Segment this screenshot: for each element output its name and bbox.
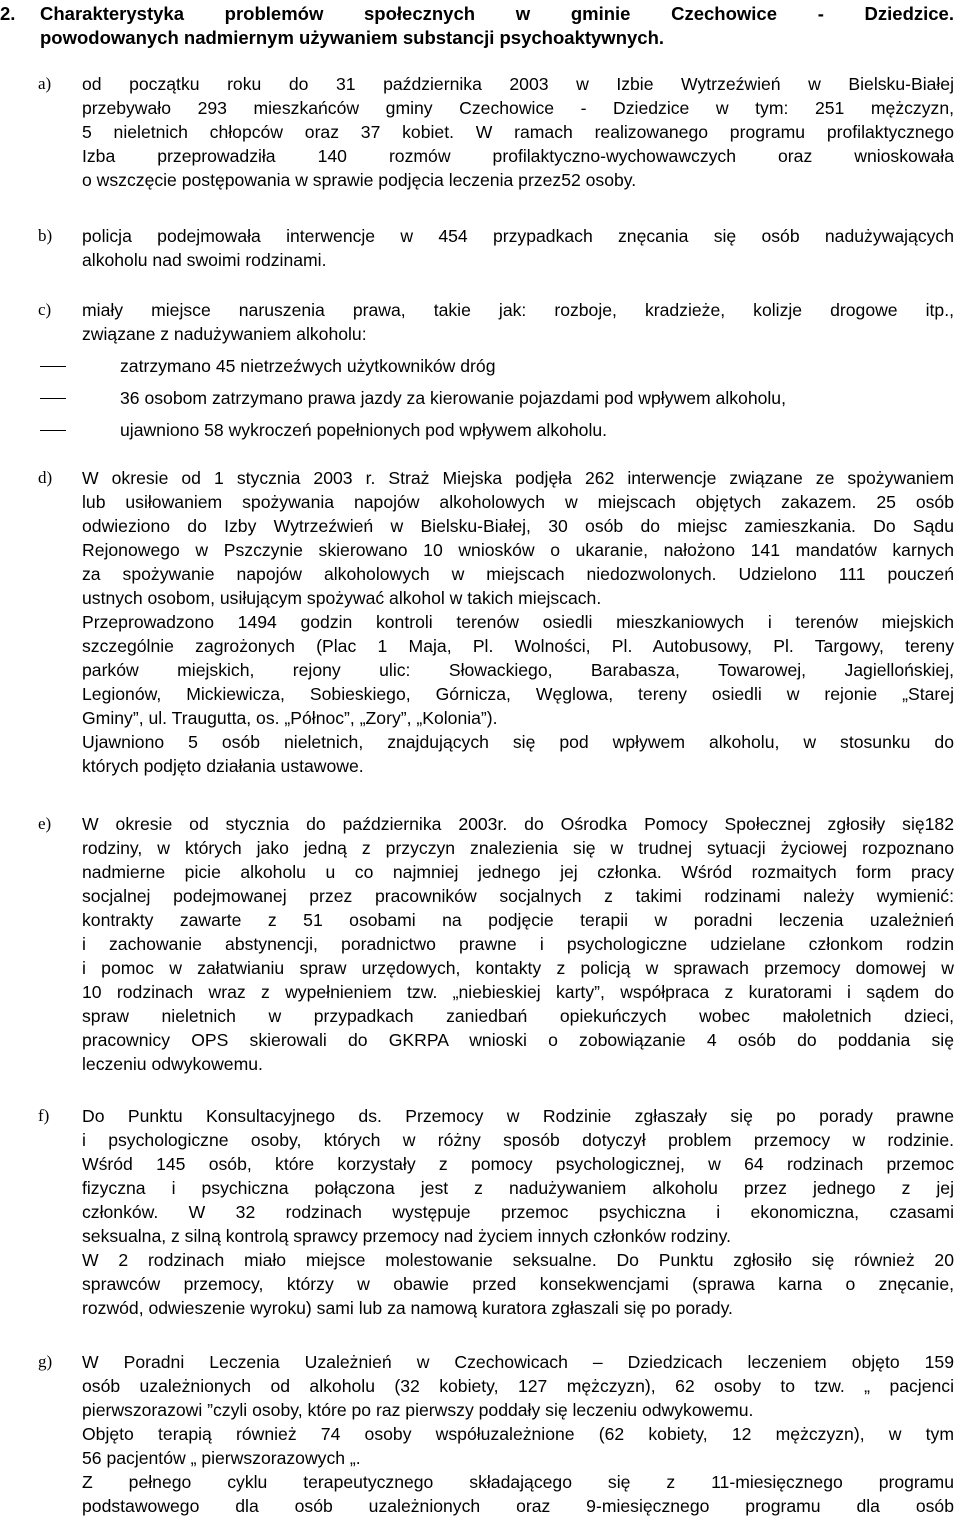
text-line: lub usiłowaniem spożywania napojów alkoholowych w miejscach objętych zakazem. 25 osób bbox=[82, 492, 954, 512]
text-line: Objęto terapią również 74 osoby współuzależnione (62 kobiety, 12 mężczyzn), w tym bbox=[82, 1424, 954, 1444]
section-number: 2. bbox=[0, 3, 16, 24]
section-title-line-1: Charakterystyka problemów społecznych w gminie Czechowice - Dziedzice. bbox=[40, 3, 954, 24]
text-line: członków. W 32 rodzinach występuje przemoc psychiczna i ekonomiczna, czasami bbox=[82, 1202, 954, 1222]
item-body bbox=[82, 1104, 954, 1320]
text-line: i pomoc w załatwianiu spraw urzędowych, kontakty z policją w sprawach przemocy domowej w bbox=[82, 958, 954, 978]
text-line: Izba przeprowadziła 140 rozmów profilaktyczno-wychowawczych oraz wnioskowała bbox=[82, 146, 954, 166]
text-line: związane z nadużywaniem alkoholu: bbox=[82, 324, 367, 344]
text-line: policja podejmowała interwencje w 454 przypadkach znęcania się osób nadużywających bbox=[82, 226, 954, 246]
item-body bbox=[82, 1350, 954, 1518]
text-line: od początku roku do 31 października 2003 w Izbie Wytrzeźwień w Bielsku-Białej bbox=[82, 74, 954, 94]
text-line: 5 nieletnich chłopców oraz 37 kobiet. W ramach realizowanego programu profilaktycznego bbox=[82, 122, 954, 142]
text-line: szczególnie zagrożonych (Plac 1 Maja, Pl. Wolności, Pl. Autobusowy, Pl. Targowy, tereny bbox=[82, 636, 954, 656]
item-letter: a) bbox=[38, 74, 52, 93]
dash-bullet bbox=[40, 430, 66, 431]
text-line: 56 pacjentów „ pierwszorazowych „. bbox=[82, 1448, 361, 1468]
text-line: pierwszorazowi ”czyli osoby, które po raz pierwszy poddały się leczeniu odwykowemu. bbox=[82, 1400, 754, 1420]
bullet-list bbox=[40, 354, 954, 450]
text-line: alkoholu nad swoimi rodzinami. bbox=[82, 250, 327, 270]
item-letter: b) bbox=[38, 226, 53, 245]
item-body bbox=[82, 812, 954, 1076]
text-line: przebywało 293 mieszkańców gminy Czechowice - Dziedzice w tym: 251 mężczyzn, bbox=[82, 98, 954, 118]
text-line: fizyczna i psychiczna połączona jest z nadużywaniem alkoholu przez jednego z jej bbox=[82, 1178, 954, 1198]
text-line: podstawowego dla osób uzależnionych oraz 9-miesięcznego programu dla osób bbox=[82, 1496, 954, 1516]
item-letter: c) bbox=[38, 300, 52, 319]
item-letter: f) bbox=[38, 1106, 50, 1125]
text-line: W 2 rodzinach miało miejsce molestowanie seksualne. Do Punktu zgłosiło się również 20 bbox=[82, 1250, 954, 1270]
dash-bullet bbox=[40, 398, 66, 399]
text-line: W okresie od stycznia do października 2003r. do Ośrodka Pomocy Społecznej zgłosiły się182 bbox=[82, 814, 954, 834]
item-letter: d) bbox=[38, 468, 53, 487]
item-body bbox=[82, 72, 954, 192]
item-body bbox=[82, 466, 954, 778]
text-line: i psychologiczne osoby, których w różny sposób dotyczył problem przemocy w rodzinie. bbox=[82, 1130, 954, 1150]
text-line: Przeprowadzono 1494 godzin kontroli terenów osiedli mieszkaniowych i terenów miejskich bbox=[82, 612, 954, 632]
text-line: Ujawniono 5 osób nieletnich, znajdujących się pod wpływem alkoholu, w stosunku do bbox=[82, 732, 954, 752]
text-line: osób uzależnionych od alkoholu (32 kobiety, 127 mężczyzn), 62 osoby to tzw. „ pacjenci bbox=[82, 1376, 954, 1396]
text-line: spraw nieletnich w przypadkach zaniedbań opiekuńczych wobec małoletnich dzieci, bbox=[82, 1006, 954, 1026]
text-line: seksualna, z silną kontrolą sprawcy przemocy nad życiem innych członków rodziny. bbox=[82, 1226, 731, 1246]
text-line: parków miejskich, rejony ulic: Słowackiego, Barabasza, Towarowej, Jagiellońskiej, bbox=[82, 660, 954, 680]
text-line: Rejonowego w Pszczynie skierowano 10 wniosków o ukaranie, nałożono 141 mandatów karnych bbox=[82, 540, 954, 560]
item-letter: e) bbox=[38, 814, 52, 833]
text-line: Do Punktu Konsultacyjnego ds. Przemocy w Rodzinie zgłaszały się po porady prawne bbox=[82, 1106, 954, 1126]
item-letter: g) bbox=[38, 1352, 53, 1371]
section-title-line-2: powodowanych nadmiernym używaniem substancji psychoaktywnych. bbox=[40, 27, 665, 48]
text-line: nadmierne picie alkoholu u co najmniej jednego jej członka. Wśród rozmaitych form pracy bbox=[82, 862, 954, 882]
text-line: za spożywanie napojów alkoholowych w miejscach niedozwolonych. Udzielono 111 pouczeń bbox=[82, 564, 954, 584]
text-line: których podjęto działania ustawowe. bbox=[82, 756, 364, 776]
text-line: W Poradni Leczenia Uzależnień w Czechowicach – Dziedzicach leczeniem objęto 159 bbox=[82, 1352, 954, 1372]
list-item: zatrzymano 45 nietrzeźwych użytkowników dróg bbox=[40, 354, 954, 386]
item-body bbox=[82, 224, 954, 272]
text-line: pracownicy OPS skierowali do GKRPA wnioski o zobowiązanie 4 osób do poddania się bbox=[82, 1030, 954, 1050]
text-line: Gminy”, ul. Traugutta, os. „Północ”, „Zory”, „Kolonia”). bbox=[82, 708, 498, 728]
text-line: i zachowanie abstynencji, poradnictwo prawne i psychologiczne udzielane członkom rodzin bbox=[82, 934, 954, 954]
text-line: Z pełnego cyklu terapeutycznego składającego się z 11-miesięcznego programu bbox=[82, 1472, 954, 1492]
dash-bullet bbox=[40, 366, 66, 367]
text-line: ustnych osobom, usiłującym spożywać alkohol w takich miejscach. bbox=[82, 588, 602, 608]
text-line: Wśród 145 osób, które korzystały z pomocy psychologicznej, w 64 rodzinach przemoc bbox=[82, 1154, 954, 1174]
text-line: Legionów, Mickiewicza, Sobieskiego, Górnicza, Węglowa, tereny osiedli w rejonie „Starej bbox=[82, 684, 954, 704]
list-item: 36 osobom zatrzymano prawa jazdy za kierowanie pojazdami pod wpływem alkoholu, bbox=[40, 386, 954, 418]
text-line: leczeniu odwykowemu. bbox=[82, 1054, 263, 1074]
text-line: W okresie od 1 stycznia 2003 r. Straż Miejska podjęła 262 interwencje związane ze spożywaniem bbox=[82, 468, 954, 488]
list-item: ujawniono 58 wykroczeń popełnionych pod wpływem alkoholu. bbox=[40, 418, 954, 450]
text-line: sprawców przemocy, którzy w obawie przed konsekwencjami (sprawa karna o znęcanie, bbox=[82, 1274, 954, 1294]
text-line: rodziny, w których jako jedną z przyczyn znalezienia się w trudnej sytuacji życiowej rozpoznano bbox=[82, 838, 954, 858]
text-line: 10 rodzinach wraz z wypełnieniem tzw. „niebieskiej karty”, współpraca z kuratorami i sądem do bbox=[82, 982, 954, 1002]
text-line: kontrakty zawarte z 51 osobami na podjęcie terapii w poradni leczenia uzależnień bbox=[82, 910, 954, 930]
text-line: o wszczęcie postępowania w sprawie podjęcia leczenia przez52 osoby. bbox=[82, 170, 637, 190]
text-line: odwieziono do Izby Wytrzeźwień w Bielsku-Białej, 30 osób do miejsc zamieszkania. Do Sądu bbox=[82, 516, 954, 536]
text-line: socjalnej podejmowanej przez pracowników socjalnych z takimi rodzinami należy wymienić: bbox=[82, 886, 954, 906]
item-body bbox=[82, 298, 954, 346]
text-line: miały miejsce naruszenia prawa, takie jak: rozboje, kradzieże, kolizje drogowe itp., bbox=[82, 300, 954, 320]
text-line: rozwód, odwieszenie wyroku) sami lub za namową kuratora zgłaszali się po porady. bbox=[82, 1298, 733, 1318]
